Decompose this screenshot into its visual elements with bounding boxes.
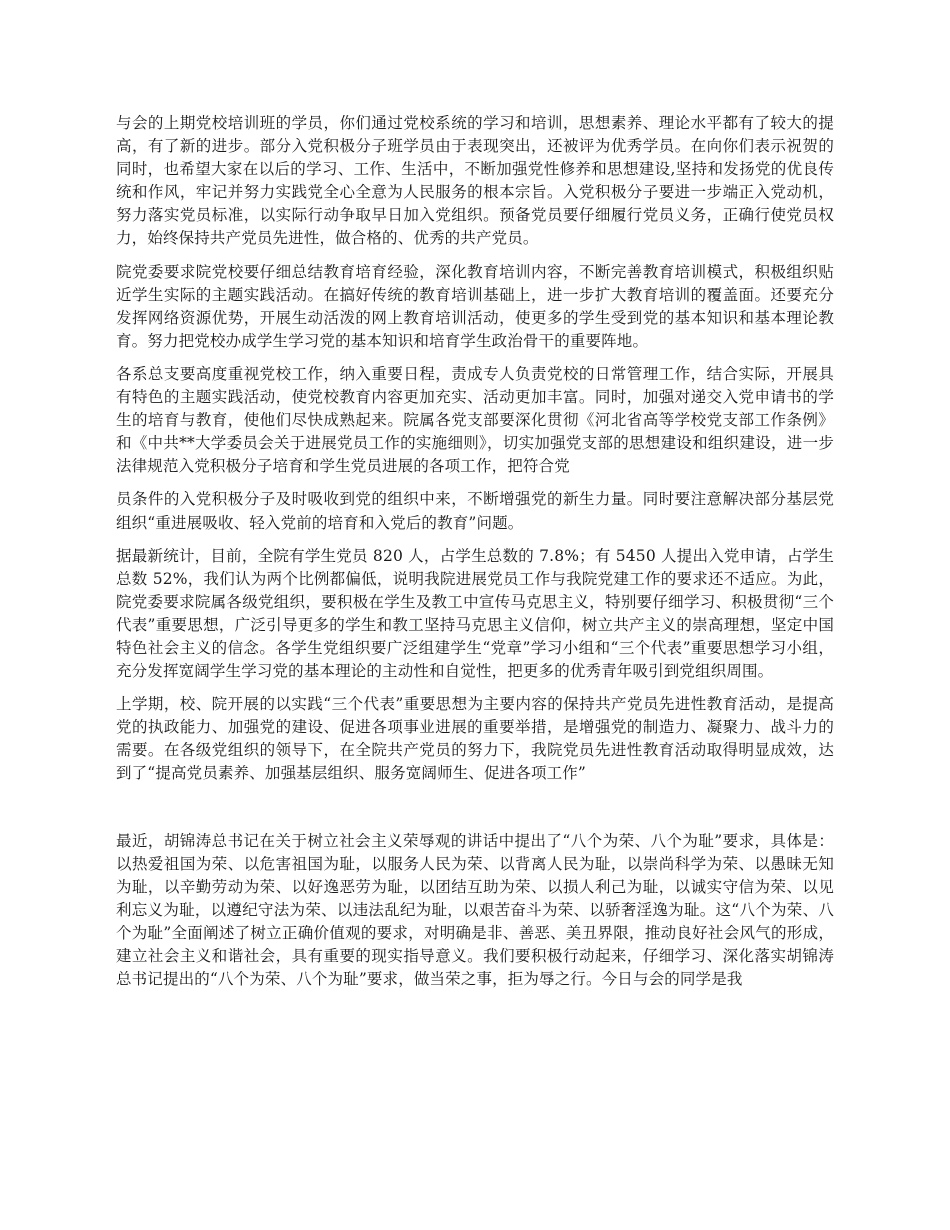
paragraph-honor-disgrace: 最近，胡锦涛总书记在关于树立社会主义荣辱观的讲话中提出了“八个为荣、八个为耻”要求，具体是：以热爱祖国为荣、以危害祖国为耻，以服务人民为荣、以背离人民为耻，以崇尚科学为荣、以愚昧无知为耻，以辛勤劳动为荣、以好逸恶劳为耻，以团结互助为荣、以损人利己为耻，以诚实守信为荣、以见利忘义为耻，以遵纪守法为荣、以违法乱纪为耻，以艰苦奋斗为荣、以骄奢淫逸为耻。这“八个为荣、八个为耻”全面阐述了树立正确价值观的要求，对明确是非、善恶、美丑界限，推动良好社会风气的形成，建立社会主义和谐社会，具有重要的现实指导意义。我们要积极行动起来，仔细学习、深化落实胡锦涛总书记提出的“八个为荣、八个为耻”要求，做当荣之事，拒为辱之行。今日与会的同学是我: [116, 831, 834, 989]
paragraph-branch-work-continued: 员条件的入党积极分子及时吸收到党的组织中来，不断增强党的新生力量。同时要注意解决部分基层党组织“重进展吸收、轻入党前的培育和入党后的教育”问题。: [116, 490, 834, 532]
paragraph-last-semester: 上学期，校、院开展的以实践“三个代表”重要思想为主要内容的保持共产党员先进性教育活动，是提高党的执政能力、加强党的建设、促进各项事业进展的重要举措，是增强党的制造力、凝聚力、战斗力的需要。在各级党组织的领导下，在全院共产党员的努力下，我院党员先进性教育活动取得明显成效，达到了“提高党员素养、加强基层组织、服务宽阔师生、促进各项工作”: [116, 695, 834, 783]
paragraph-branch-work: 各系总支要高度重视党校工作，纳入重要日程，责成专人负责党校的日常管理工作，结合实际，开展具有特色的主题实践活动，使党校教育内容更加充实、活动更加丰富。同时，加强对递交入党申请书的学生的培育与教育，使他们尽快成熟起来。院属各党支部要深化贯彻《河北省高等学校党支部工作条例》和《中共**大学委员会关于进展党员工作的实施细则》，切实加强党支部的思想建设和组织建设，进一步法律规范入党积极分子培育和学生党员进展的各项工作，把符合党: [116, 364, 834, 476]
paragraph-party-school-requirements: 院党委要求院党校要仔细总结教育培育经验，深化教育培训内容，不断完善教育培训模式，积极组织贴近学生实际的主题实践活动。在搞好传统的教育培训基础上，进一步扩大教育培训的覆盖面。还要充分发挥网络资源优势，开展生动活泼的网上教育培训活动，使更多的学生受到党的基本知识和基本理论教育。努力把党校办成学生学习党的基本知识和培育学生政治骨干的重要阵地。: [116, 262, 834, 350]
paragraph-statistics: 据最新统计，目前，全院有学生党员 820 人，占学生总数的 7.8%；有 5450 人提出入党申请，占学生总数 52%，我们认为两个比例都偏低，说明我院进展党员工作与我院党建工作的要求还不适应。为此，院党委要求院属各级党组织，要积极在学生及教工中宣传马克思主义，特别要仔细学习、积极贯彻“三个代表”重要思想，广泛引导更多的学生和教工坚持马克思主义信仰，树立共产主义的崇高理想，坚定中国特色社会主义的信念。各学生党组织要广泛组建学生“党章”学习小组和“三个代表”重要思想学习小组，充分发挥宽阔学生学习党的基本理论的主动性和自觉性，把更多的优秀青年吸引到党组织周围。: [116, 546, 834, 681]
paragraph-trainees: 与会的上期党校培训班的学员，你们通过党校系统的学习和培训，思想素养、理论水平都有了较大的提高，有了新的进步。部分入党积极分子班学员由于表现突出，还被评为优秀学员。在向你们表示祝贺的同时，也希望大家在以后的学习、工作、生活中，不断加强党性修养和思想建设,坚持和发扬党的优良传统和作风，牢记并努力实践党全心全意为人民服务的根本宗旨。入党积极分子要进一步端正入党动机，努力落实党员标准，以实际行动争取早日加入党组织。预备党员要仔细履行党员义务，正确行使党员权力，始终保持共产党员先进性，做合格的、优秀的共产党员。: [116, 114, 834, 248]
